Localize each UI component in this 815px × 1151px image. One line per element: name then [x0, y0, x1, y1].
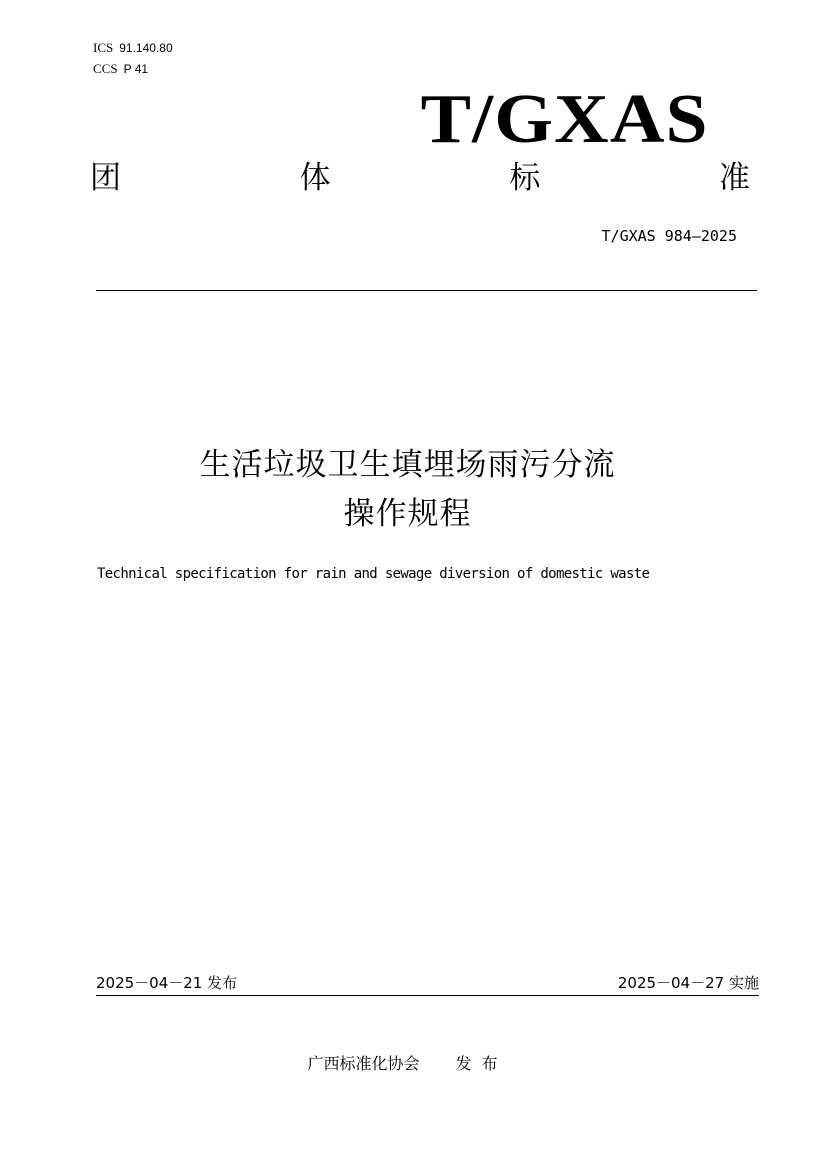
- publisher: [0, 1054, 815, 1074]
- ics-label: ICS: [93, 40, 114, 55]
- standard-number: T/GXAS 984—2025: [601, 227, 737, 245]
- publisher-organization: 广西标准化协会: [307, 1054, 420, 1073]
- title-cn-line2: 操作规程: [343, 496, 472, 532]
- issue-date: 2025－04－21 发布: [96, 974, 238, 992]
- standard-logo: T/GXAS: [421, 81, 709, 158]
- publisher-action: 发布: [455, 1054, 508, 1073]
- ccs-classification: [93, 61, 148, 77]
- ics-classification: [93, 40, 173, 56]
- standard-type-char: 团: [90, 160, 121, 196]
- bottom-divider: [96, 995, 759, 996]
- standard-type-char: 体: [299, 160, 331, 196]
- ccs-code: P 41: [123, 62, 149, 76]
- ics-code: 91.140.80: [119, 41, 173, 55]
- ccs-label: CCS: [93, 61, 118, 76]
- title-cn-line1: 生活垃圾卫生填埋场雨污分流: [199, 447, 616, 483]
- title-en: Technical specification for rain and sewage diversion of domestic waste: [97, 566, 650, 582]
- top-divider: [96, 290, 757, 291]
- standard-type-char: 准: [718, 160, 750, 196]
- implementation-date: 2025－04－27 实施: [617, 974, 759, 992]
- standard-type-char: 标: [509, 160, 541, 196]
- standard-type: [90, 158, 750, 198]
